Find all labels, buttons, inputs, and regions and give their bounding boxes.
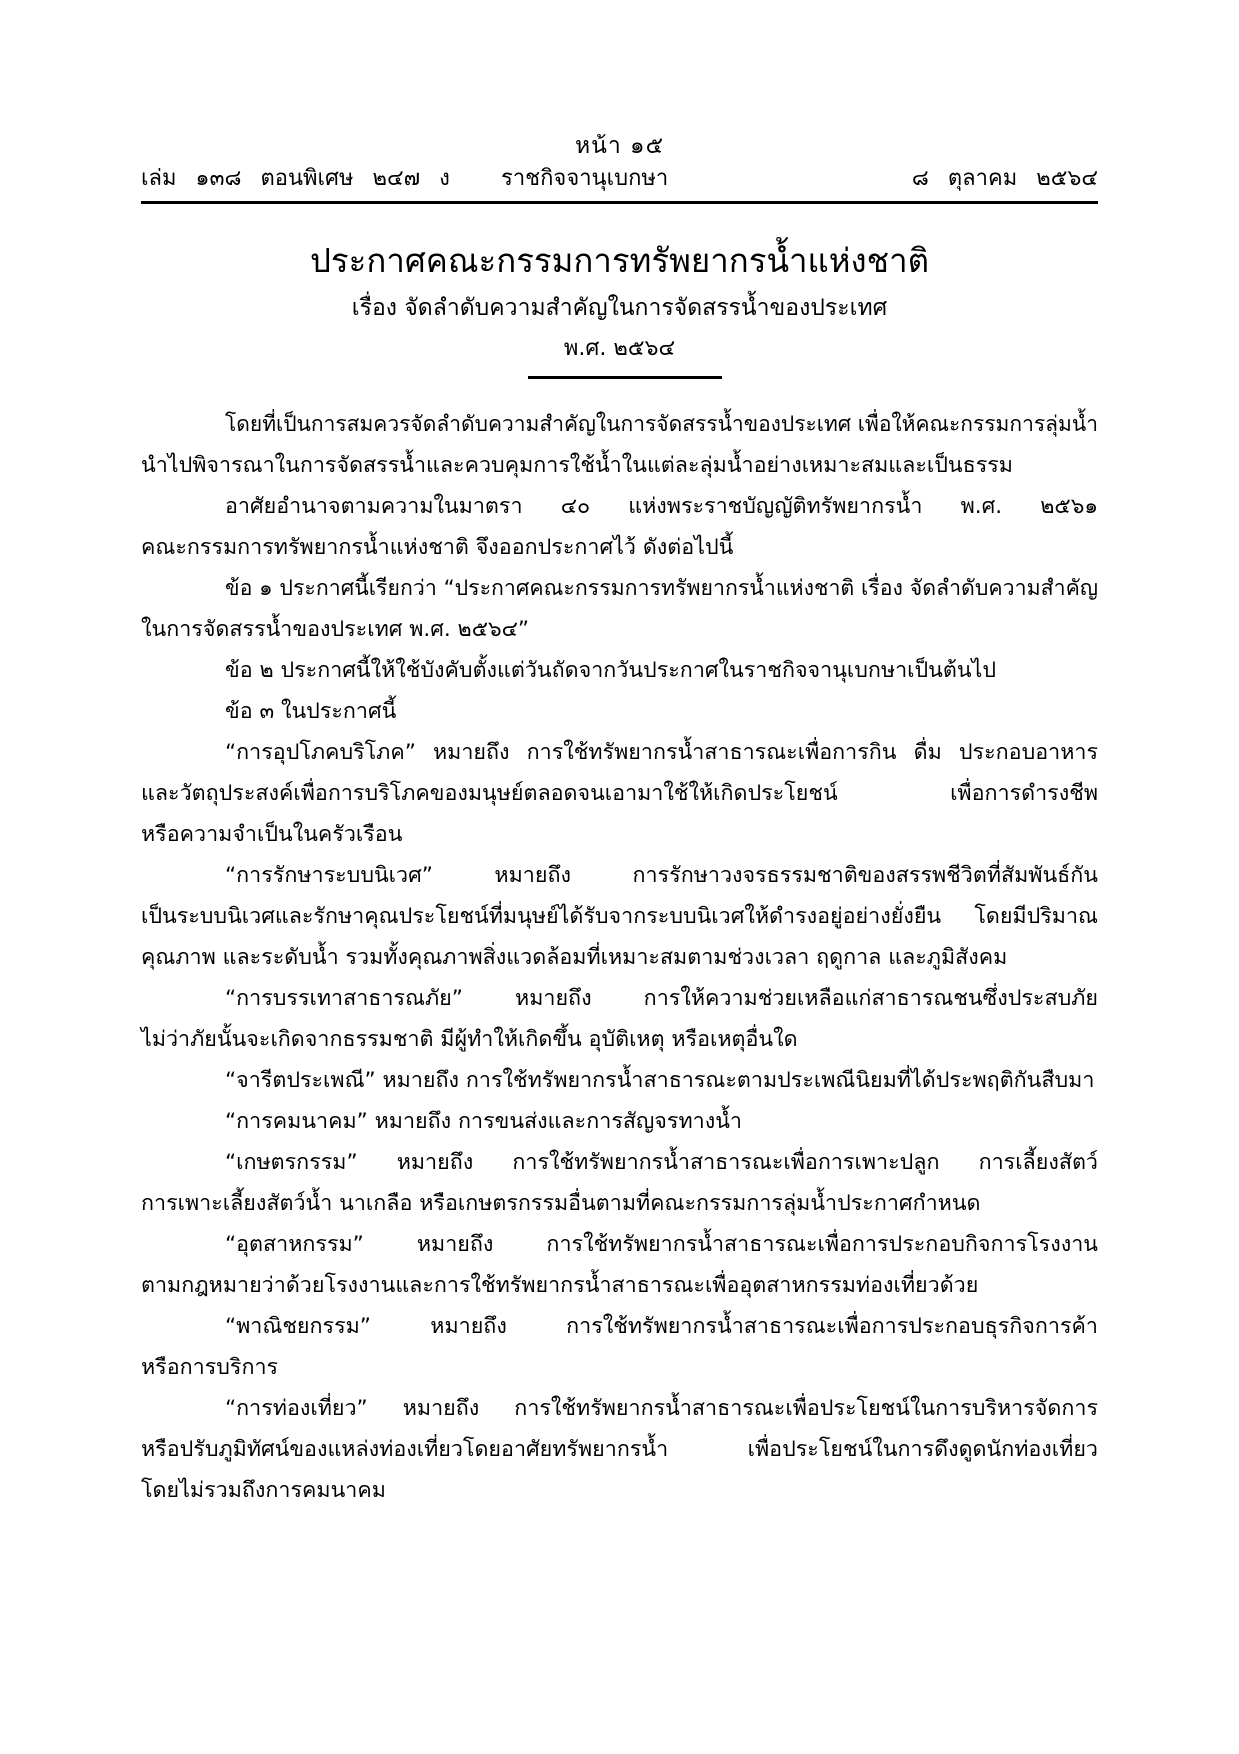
text-line: หรือการบริการ (141, 1355, 279, 1380)
paragraph (141, 1142, 1098, 1224)
paragraph (141, 732, 1098, 855)
publication-date: ๘ ตุลาคม ๒๕๖๔ (911, 166, 1098, 191)
title-divider (528, 376, 722, 379)
paragraph (141, 978, 1098, 1060)
document-title: ประกาศคณะกรรมการทรัพยากรน้ำแห่งชาติ (309, 241, 930, 280)
document-subject: เรื่อง จัดลำดับความสำคัญในการจัดสรรน้ำของประเทศ (351, 295, 888, 321)
text-line: “การคมนาคม” หมายถึง การขนส่งและการสัญจรทางน้ำ (225, 1109, 742, 1134)
page-number: หน้า ๑๕ (574, 133, 665, 159)
text-line: เป็นระบบนิเวศและรักษาคุณประโยชน์ที่มนุษย์ได้รับจากระบบนิเวศให้ดำรงอยู่อย่างยั่งยืน โดยมีปริมาณ (141, 904, 1098, 929)
text-line: “การบรรเทาสาธารณภัย” หมายถึง การให้ความช่วยเหลือแก่สาธารณชนซึ่งประสบภัย (225, 986, 1098, 1011)
text-line: ข้อ ๒ ประกาศนี้ให้ใช้บังคับตั้งแต่วันถัดจากวันประกาศในราชกิจจานุเบกษาเป็นต้นไป (225, 658, 996, 683)
header-divider (141, 201, 1098, 204)
text-line: โดยไม่รวมถึงการคมนาคม (141, 1478, 386, 1503)
text-line: นำไปพิจารณาในการจัดสรรน้ำและควบคุมการใช้น้ำในแต่ละลุ่มน้ำอย่างเหมาะสมและเป็นธรรม (141, 453, 1013, 478)
paragraph (141, 486, 1098, 568)
text-line: ในการจัดสรรน้ำของประเทศ พ.ศ. ๒๕๖๔” (141, 617, 530, 642)
document-year: พ.ศ. ๒๕๖๔ (563, 336, 676, 361)
text-line: โดยที่เป็นการสมควรจัดลำดับความสำคัญในการจัดสรรน้ำของประเทศ เพื่อให้คณะกรรมการลุ่มน้ำ (225, 412, 1098, 437)
text-line: หรือปรับภูมิทัศน์ของแหล่งท่องเที่ยวโดยอาศัยทรัพยากรน้ำ เพื่อประโยชน์ในการดึงดูดนักท่องเที่ยว (141, 1437, 1098, 1462)
text-line: ไม่ว่าภัยนั้นจะเกิดจากธรรมชาติ มีผู้ทำให้เกิดขึ้น อุบัติเหตุ หรือเหตุอื่นใด (141, 1027, 798, 1052)
text-line: “การรักษาระบบนิเวศ” หมายถึง การรักษาวงจรธรรมชาติของสรรพชีวิตที่สัมพันธ์กัน (225, 863, 1098, 888)
text-line: “การอุปโภคบริโภค” หมายถึง การใช้ทรัพยากรน้ำสาธารณะเพื่อการกิน ดื่ม ประกอบอาหาร (225, 740, 1098, 765)
text-line: “จารีตประเพณี” หมายถึง การใช้ทรัพยากรน้ำสาธารณะตามประเพณีนิยมที่ได้ประพฤติกันสืบมา (225, 1068, 1095, 1093)
text-line: “การท่องเที่ยว” หมายถึง การใช้ทรัพยากรน้ำสาธารณะเพื่อประโยชน์ในการบริหารจัดการ (225, 1396, 1098, 1421)
text-line: และวัตถุประสงค์เพื่อการบริโภคของมนุษย์ตลอดจนเอามาใช้ให้เกิดประโยชน์ เพื่อการดำรงชีพ (141, 781, 1098, 806)
paragraph (141, 1224, 1098, 1306)
publication-name: ราชกิจจานุเบกษา (501, 166, 669, 191)
paragraph (141, 1306, 1098, 1388)
text-line: คณะกรรมการทรัพยากรน้ำแห่งชาติ จึงออกประกาศไว้ ดังต่อไปนี้ (141, 535, 734, 560)
paragraph (141, 650, 1098, 691)
text-line: ข้อ ๓ ในประกาศนี้ (225, 699, 397, 724)
text-line: หรือความจำเป็นในครัวเรือน (141, 822, 403, 847)
text-line: อาศัยอำนาจตามความในมาตรา ๔๐ แห่งพระราชบัญญัติทรัพยากรน้ำ พ.ศ. ๒๕๖๑ (225, 494, 1098, 519)
paragraph (141, 1388, 1098, 1511)
paragraph (141, 855, 1098, 978)
volume-issue: เล่ม ๑๓๘ ตอนพิเศษ ๒๔๗ ง (141, 166, 450, 191)
paragraph (141, 1060, 1098, 1101)
text-line: คุณภาพ และระดับน้ำ รวมทั้งคุณภาพสิ่งแวดล้อมที่เหมาะสมตามช่วงเวลา ฤดูกาล และภูมิสังคม (141, 945, 1008, 970)
text-line: “พาณิชยกรรม” หมายถึง การใช้ทรัพยากรน้ำสาธารณะเพื่อการประกอบธุรกิจการค้า (225, 1314, 1098, 1339)
text-line: “อุตสาหกรรม” หมายถึง การใช้ทรัพยากรน้ำสาธารณะเพื่อการประกอบกิจการโรงงาน (225, 1232, 1098, 1257)
gazette-header (141, 160, 1098, 194)
document-body (141, 404, 1098, 1511)
text-line: ตามกฎหมายว่าด้วยโรงงานและการใช้ทรัพยากรน้ำสาธารณะเพื่ออุตสาหกรรมท่องเที่ยวด้วย (141, 1273, 979, 1298)
text-line: ข้อ ๑ ประกาศนี้เรียกว่า “ประกาศคณะกรรมการทรัพยากรน้ำแห่งชาติ เรื่อง จัดลำดับความสำคัญ (225, 576, 1098, 601)
paragraph (141, 691, 1098, 732)
paragraph (141, 1101, 1098, 1142)
text-line: การเพาะเลี้ยงสัตว์น้ำ นาเกลือ หรือเกษตรกรรมอื่นตามที่คณะกรรมการลุ่มน้ำประกาศกำหนด (141, 1191, 981, 1216)
paragraph (141, 404, 1098, 486)
paragraph (141, 568, 1098, 650)
text-line: “เกษตรกรรม” หมายถึง การใช้ทรัพยากรน้ำสาธารณะเพื่อการเพาะปลูก การเลี้ยงสัตว์ (225, 1150, 1098, 1175)
